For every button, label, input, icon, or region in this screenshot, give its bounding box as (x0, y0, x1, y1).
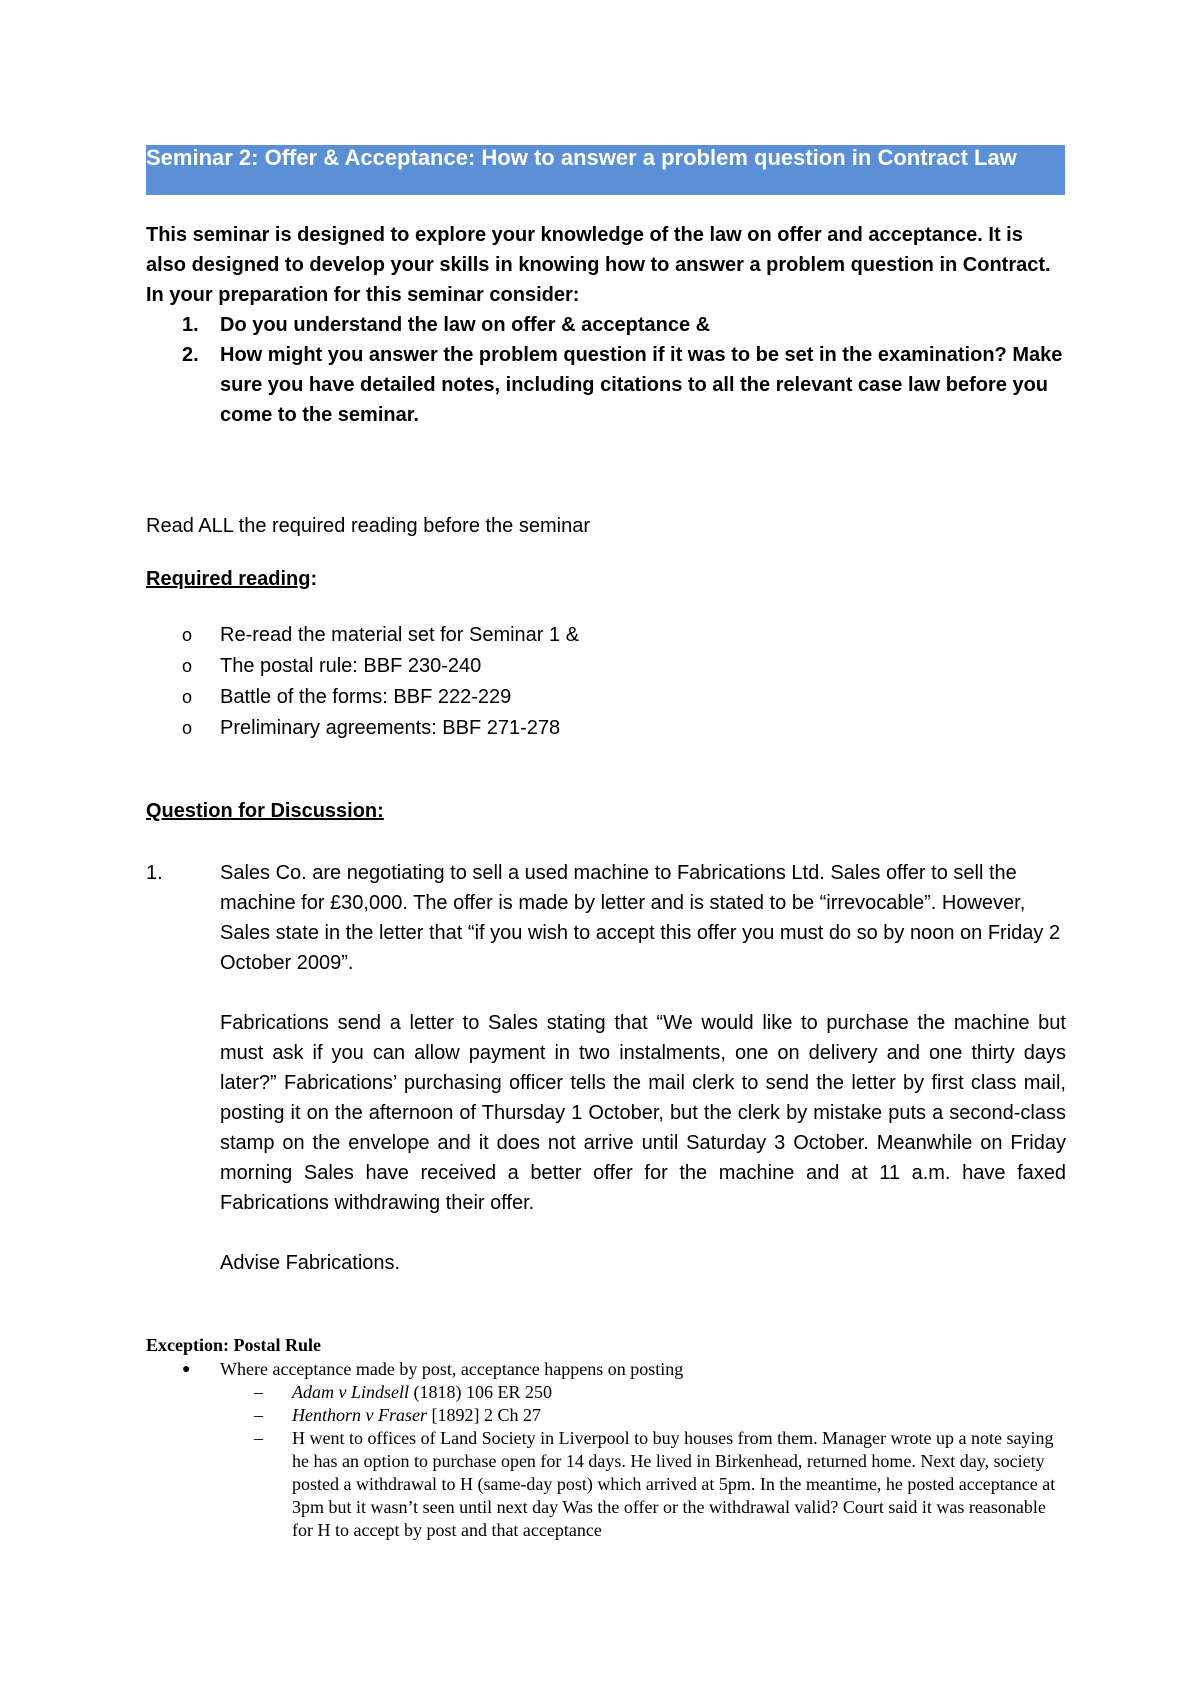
reading-item (146, 682, 579, 713)
case-name: Adam v Lindsell (292, 1382, 409, 1402)
intro-paragraph: This seminar is designed to explore your knowledge of the law on offer and acceptance. It is also designed to develop your skills in knowing how to answer a problem question in Contract. (146, 224, 1051, 276)
seminar-title: Seminar 2: Offer & Acceptance: How to answer a problem question in Contract Law (146, 145, 1065, 195)
exception-bullet-text: Where acceptance made by post, acceptance happens on posting (220, 1359, 684, 1379)
reading-item (146, 620, 579, 651)
circle-bullet-icon: o (182, 656, 193, 676)
prep-item-text: Do you understand the law on offer & acceptance & (220, 314, 711, 336)
question-body (220, 858, 1066, 1278)
question-heading: Question for Discussion: (146, 800, 384, 822)
spacer (220, 978, 1066, 1008)
exception-list (146, 1358, 1066, 1542)
question-instruction: Advise Fabrications. (220, 1252, 401, 1274)
case-facts-item (146, 1427, 1066, 1542)
dash-bullet-icon: – (254, 1405, 263, 1425)
dash-bullet-icon: – (254, 1428, 263, 1448)
intro-section (146, 220, 1066, 430)
question-paragraph: Fabrications send a letter to Sales stating that “We would like to purchase the machine but must ask if you can allow payment in two instalments, one on delivery and one thirty days later?” Fabrications’ purchasing officer tells the mail clerk to send the letter by first class mail, posting it on the afternoon of Thursday 1 October, but the clerk by mistake puts a second-class stamp on the envelope and it does not arrive until Saturday 3 October. Meanwhile on Friday morning Sales have received a better offer for the machine and at 11 a.m. have faxed Fabrications withdrawing their offer. (220, 1012, 1066, 1214)
exception-heading: Exception: Postal Rule (146, 1335, 321, 1355)
prep-item-number: 2. (182, 344, 199, 366)
circle-bullet-icon: o (182, 625, 193, 645)
prep-list (146, 310, 1066, 430)
prep-item-text: How might you answer the problem question if it was to be set in the examination? Make sure you have detailed notes, including citations to all the relevant case law before you come to the seminar. (220, 344, 1063, 426)
reading-item (146, 651, 579, 682)
reading-item (146, 713, 579, 744)
case-citation: [1892] 2 Ch 27 (426, 1405, 541, 1425)
case-citation: (1818) 106 ER 250 (409, 1382, 552, 1402)
prep-item-number: 1. (182, 314, 199, 336)
prep-item (146, 340, 1066, 430)
case-item (146, 1404, 1066, 1427)
read-all-line: Read ALL the required reading before the seminar (146, 515, 590, 537)
question-number: 1. (146, 862, 163, 884)
question-block (146, 858, 1066, 1278)
filled-bullet-icon: ● (182, 1362, 191, 1377)
reading-item-text: The postal rule: BBF 230-240 (220, 655, 482, 677)
circle-bullet-icon: o (182, 687, 193, 707)
case-name: Henthorn v Fraser (292, 1405, 427, 1425)
reading-item-text: Re-read the material set for Seminar 1 & (220, 624, 580, 646)
spacer (220, 1218, 1066, 1248)
case-item (146, 1381, 1066, 1404)
required-reading-heading (146, 568, 317, 591)
required-reading-colon: : (310, 568, 318, 590)
dash-bullet-icon: – (254, 1382, 263, 1402)
exception-bullet (146, 1358, 1066, 1381)
reading-item-text: Battle of the forms: BBF 222-229 (220, 686, 512, 708)
reading-list (146, 620, 579, 744)
reading-item-text: Preliminary agreements: BBF 271-278 (220, 717, 561, 739)
prep-line: In your preparation for this seminar consider: (146, 284, 580, 306)
case-facts-text: H went to offices of Land Society in Liverpool to buy houses from them. Manager wrote up a note saying he has an option to purchase open for 14 days. He lived in Birkenhead, returned home. Next day, society posted a withdrawal to H (same-day post) which arrived at 5pm. In the meantime, he posted acceptance at 3pm but it wasn’t seen until next day Was the offer or the withdrawal valid? Court said it was reasonable for H to accept by post and that acceptance (292, 1428, 1056, 1540)
required-reading-label: Required reading (146, 568, 311, 590)
circle-bullet-icon: o (182, 718, 193, 738)
question-paragraph: Sales Co. are negotiating to sell a used machine to Fabrications Ltd. Sales offer to sell the machine for £30,000. The offer is made by letter and is stated to be “irrevocable”. However, Sales state in the letter that “if you wish to accept this offer you must do so by noon on Friday 2 October 2009”. (220, 862, 1061, 974)
prep-item (146, 310, 1066, 340)
